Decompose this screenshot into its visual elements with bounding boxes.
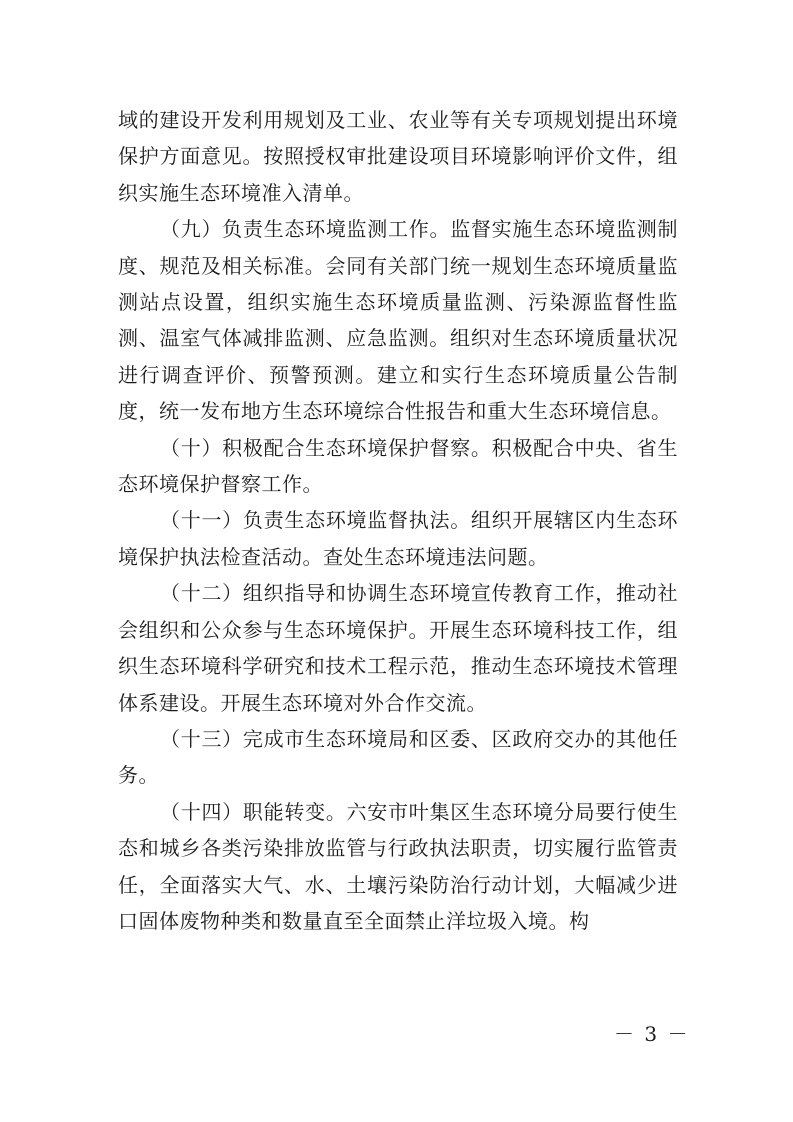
body-text	[118, 102, 678, 939]
paragraph-item-11: （十一）负责生态环境监督执法。组织开展辖区内生态环境保护执法检查活动。查处生态环境违法问题。	[118, 508, 678, 569]
paragraph-item-9: （九）负责生态环境监测工作。监督实施生态环境监测制度、规范及相关标准。会同有关部门统一规划生态环境质量监测站点设置，组织实施生态环境质量监测、污染源监督性监测、温室气体减排监测、应急监测。组织对生态环境质量状况进行调查评价、预警预测。建立和实行生态环境质量公告制度，统一发布地方生态环境综合性报告和重大生态环境信息。	[118, 217, 678, 424]
paragraph-item-10: （十）积极配合生态环境保护督察。积极配合中央、省生态环境保护督察工作。	[118, 435, 678, 497]
paragraph-item-13: （十三）完成市生态环境局和区委、区政府交办的其他任务。	[118, 726, 678, 788]
paragraph-item-12: （十二）组织指导和协调生态环境宣传教育工作，推动社会组织和公众参与生态环境保护。开展生态环境科技工作，组织生态环境科学研究和技术工程示范，推动生态环境技术管理体系建设。开展生态环境对外合作交流。	[118, 581, 678, 715]
page-number: － 3 －	[614, 1022, 690, 1046]
paragraph-continuation: 域的建设开发利用规划及工业、农业等有关专项规划提出环境保护方面意见。按照授权审批建设项目环境影响评价文件，组织实施生态环境准入清单。	[118, 108, 678, 205]
paragraph-item-14: （十四）职能转变。六安市叶集区生态环境分局要行使生态和城乡各类污染排放监管与行政执法职责，切实履行监管责任，全面落实大气、水、土壤污染防治行动计划，大幅减少进口固体废物种类和数量直至全面禁止洋垃圾入境。构	[118, 799, 678, 933]
